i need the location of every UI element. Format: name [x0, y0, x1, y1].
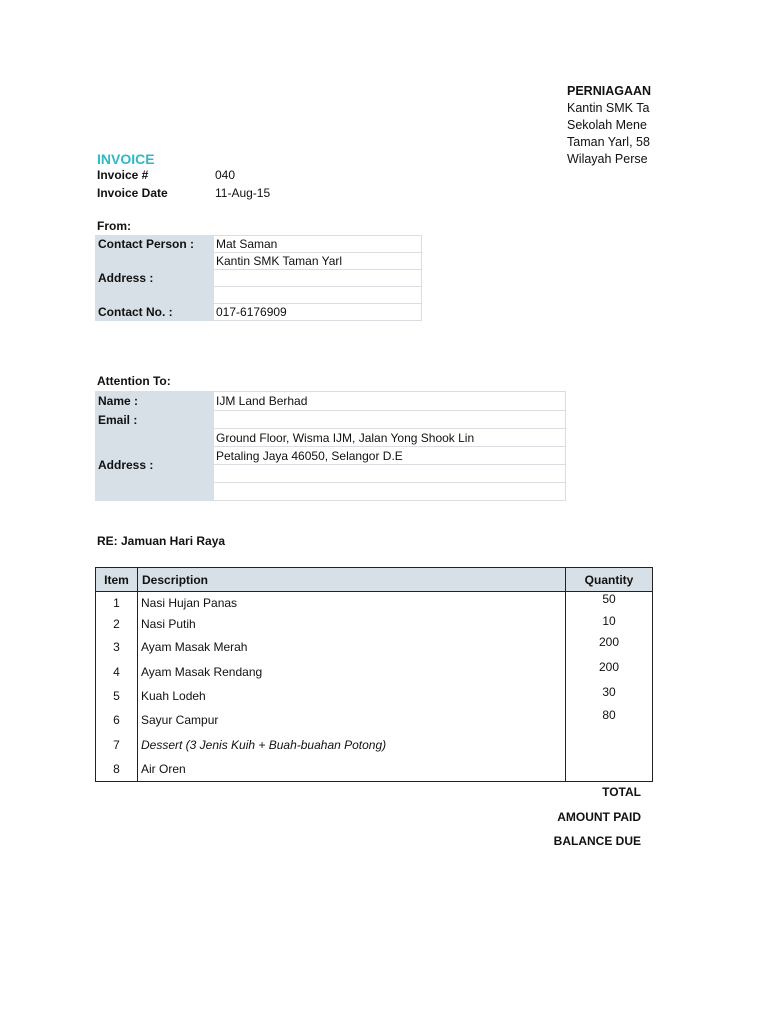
- company-address-line: Sekolah Mene: [567, 118, 647, 132]
- item-quantity: 200: [566, 635, 653, 660]
- attention-heading: Attention To:: [97, 374, 171, 388]
- item-description: Sayur Campur: [138, 708, 566, 733]
- item-number: 6: [96, 708, 138, 733]
- company-block: [567, 83, 651, 168]
- company-name: PERNIAGAAN: [567, 84, 651, 98]
- amount-paid-label: AMOUNT PAID: [557, 810, 641, 824]
- total-label: TOTAL: [602, 785, 641, 799]
- item-quantity: [566, 757, 653, 782]
- item-description: Kuah Lodeh: [138, 685, 566, 708]
- item-quantity: 80: [566, 708, 653, 733]
- company-address-line: Kantin SMK Ta: [567, 101, 650, 115]
- contact-person-value: Mat Saman: [214, 236, 422, 253]
- table-row: [96, 635, 653, 660]
- table-row: [96, 708, 653, 733]
- from-address-line: [214, 287, 422, 304]
- from-table: [95, 235, 422, 321]
- contact-person-label: Contact Person :: [96, 236, 214, 253]
- re-subject: RE: Jamuan Hari Raya: [97, 534, 226, 548]
- item-description: Dessert (3 Jenis Kuih + Buah-buahan Potong): [138, 733, 566, 757]
- item-quantity: 200: [566, 660, 653, 685]
- invoice-number: 040: [215, 168, 236, 182]
- table-row: [96, 733, 653, 757]
- table-row: [96, 592, 653, 614]
- attention-address-label: Address :: [96, 429, 214, 501]
- item-description: Nasi Hujan Panas: [138, 592, 566, 614]
- attention-address-line: [214, 465, 566, 483]
- attention-address-line: [214, 483, 566, 501]
- item-description: Nasi Putih: [138, 614, 566, 635]
- item-number: 2: [96, 614, 138, 635]
- company-address-line: Taman Yarl, 58: [567, 135, 650, 149]
- item-number: 8: [96, 757, 138, 782]
- attention-name-label: Name :: [96, 392, 214, 411]
- invoice-date: 11-Aug-15: [215, 186, 271, 200]
- attention-address-line: Ground Floor, Wisma IJM, Jalan Yong Shook Lin: [214, 429, 566, 447]
- balance-due-label: BALANCE DUE: [553, 834, 641, 848]
- invoice-date-label: Invoice Date: [97, 186, 168, 200]
- contact-number-label: Contact No. :: [96, 304, 214, 321]
- item-number: 1: [96, 592, 138, 614]
- item-quantity: 10: [566, 614, 653, 635]
- item-description: Ayam Masak Rendang: [138, 660, 566, 685]
- quantity-header: Quantity: [566, 568, 653, 592]
- table-row: [96, 660, 653, 685]
- item-description: Ayam Masak Merah: [138, 635, 566, 660]
- from-address-label: Address :: [96, 253, 214, 304]
- table-row: [96, 757, 653, 782]
- item-number: 5: [96, 685, 138, 708]
- item-quantity: 50: [566, 592, 653, 614]
- item-quantity: 30: [566, 685, 653, 708]
- item-number: 4: [96, 660, 138, 685]
- item-description: Air Oren: [138, 757, 566, 782]
- attention-email-label: Email :: [96, 411, 214, 429]
- item-header: Item: [96, 568, 138, 592]
- from-heading: From:: [97, 219, 131, 233]
- table-row: [96, 685, 653, 708]
- attention-name-value: IJM Land Berhad: [214, 392, 566, 411]
- from-address-line: Kantin SMK Taman Yarl: [214, 253, 422, 270]
- item-number: 3: [96, 635, 138, 660]
- attention-email-value: [214, 411, 566, 429]
- invoice-title: INVOICE: [97, 151, 155, 167]
- item-quantity: [566, 733, 653, 757]
- items-table: [95, 567, 653, 782]
- from-address-line: [214, 270, 422, 287]
- company-address-line: Wilayah Perse: [567, 152, 648, 166]
- invoice-number-label: Invoice #: [97, 168, 149, 182]
- attention-address-line: Petaling Jaya 46050, Selangor D.E: [214, 447, 566, 465]
- table-row: [96, 614, 653, 635]
- item-number: 7: [96, 733, 138, 757]
- contact-number-value: 017-6176909: [214, 304, 422, 321]
- attention-table: [95, 391, 566, 501]
- description-header: Description: [138, 568, 566, 592]
